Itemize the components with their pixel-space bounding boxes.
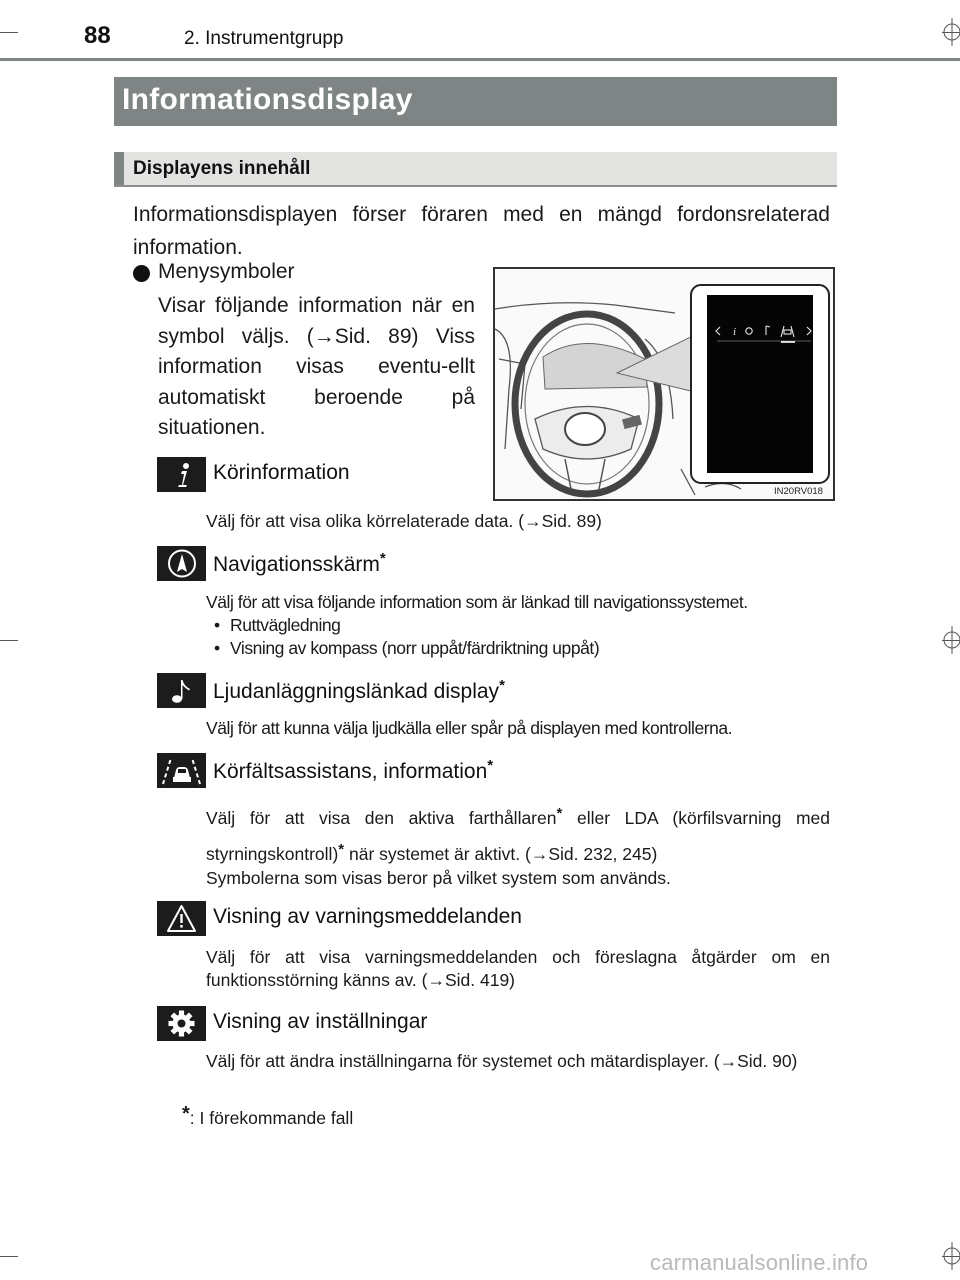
footnote-star: *	[556, 805, 563, 822]
navigation-arrow-icon	[157, 546, 206, 581]
item-title-korinformation: Körinformation	[213, 461, 350, 484]
list-item: • Ruttvägledning	[206, 614, 830, 637]
section-heading: Displayens innehåll	[133, 158, 311, 179]
settings-gear-icon	[157, 1006, 206, 1041]
lane-assist-car-icon	[157, 753, 206, 788]
bullet-body: Visar följande information när en symbol väljs. (→Sid. 89) Viss information visas eventu-ellt automatiskt beroende på situationen.	[158, 294, 475, 439]
watermark: carmanualsonline.info	[650, 1250, 869, 1275]
item-desc-korfaltsassistans-note: Symbolerna som visas beror på vilket system som används.	[206, 868, 671, 888]
registration-mark	[938, 1242, 960, 1270]
info-i-icon	[157, 457, 206, 492]
crop-mark	[0, 640, 18, 641]
registration-mark	[938, 626, 960, 654]
footnote-text: : I förekommande fall	[189, 1108, 354, 1128]
header-rule	[0, 58, 960, 61]
steering-wheel-illustration	[495, 269, 835, 501]
item-desc-korinformation: Välj för att visa olika körrelaterade data. (→Sid. 89)	[206, 511, 602, 531]
item-desc-part: eller LDA (körfilsvarning med styrningskontroll)	[206, 808, 830, 864]
bullet-dot	[133, 265, 150, 282]
item-desc-part: när systemet är aktivt. (→Sid. 232, 245)	[344, 844, 658, 864]
crop-mark	[0, 32, 18, 33]
svg-text:i: i	[733, 326, 737, 338]
item-desc-korfaltsassistans	[206, 798, 830, 870]
footnote	[182, 1103, 353, 1129]
footnote-star: *	[182, 1103, 190, 1125]
item-desc-part: Välj för att visa den aktiva farthållaren	[206, 808, 557, 828]
item-title-text: Ljudanläggningslänkad display	[213, 680, 500, 703]
item-desc-ljudanlaggning: Välj för att kunna välja ljudkälla eller spår på displayen med kontrollerna.	[206, 718, 733, 738]
page-number: 88	[84, 22, 111, 49]
footnote-star: *	[499, 677, 505, 694]
item-desc-list	[206, 614, 830, 660]
item-title-navigationsskarm	[213, 550, 386, 577]
list-item: • Visning av kompass (norr uppåt/färdriktning uppåt)	[206, 637, 830, 660]
item-title-varningsmeddelanden: Visning av varningsmeddelanden	[213, 905, 522, 928]
item-title-installningar: Visning av inställningar	[213, 1010, 428, 1033]
bullet-title: Menysymboler	[158, 260, 295, 283]
title-banner	[114, 77, 837, 126]
item-desc-varningsmeddelanden: Välj för att visa varningsmeddelanden och föreslagna åtgärder om en funktionsstörning känns av. (→Sid. 419)	[206, 947, 830, 990]
section-heading-bar	[114, 152, 837, 187]
item-title-korfaltsassistans	[213, 757, 493, 784]
warning-triangle-icon	[157, 901, 206, 936]
page-title: Informationsdisplay	[122, 83, 413, 116]
figure-code: IN20RV018	[774, 486, 823, 497]
dashboard-illustration	[493, 267, 835, 501]
section-accent	[114, 152, 124, 185]
chapter-heading: 2. Instrumentgrupp	[184, 28, 344, 49]
item-title-text: Navigationsskärm	[213, 553, 380, 576]
intro-paragraph: Informationsdisplayen förser föraren med en mängd fordonsrelaterad information.	[133, 203, 830, 259]
item-desc-text: Välj för att visa följande information som är länkad till navigationssystemet.	[206, 592, 748, 612]
footnote-star: *	[379, 550, 386, 567]
item-title-text: Körfältsassistans, information	[213, 760, 488, 783]
crop-mark	[0, 1256, 18, 1257]
footnote-star: *	[487, 757, 494, 774]
music-note-icon	[157, 673, 206, 708]
footnote-star: *	[338, 841, 345, 858]
registration-mark	[938, 18, 960, 46]
item-desc-navigationsskarm	[206, 591, 830, 660]
item-title-ljudanlaggning	[213, 677, 505, 704]
item-desc-installningar: Välj för att ändra inställningarna för systemet och mätardisplayer. (→Sid. 90)	[206, 1051, 798, 1071]
